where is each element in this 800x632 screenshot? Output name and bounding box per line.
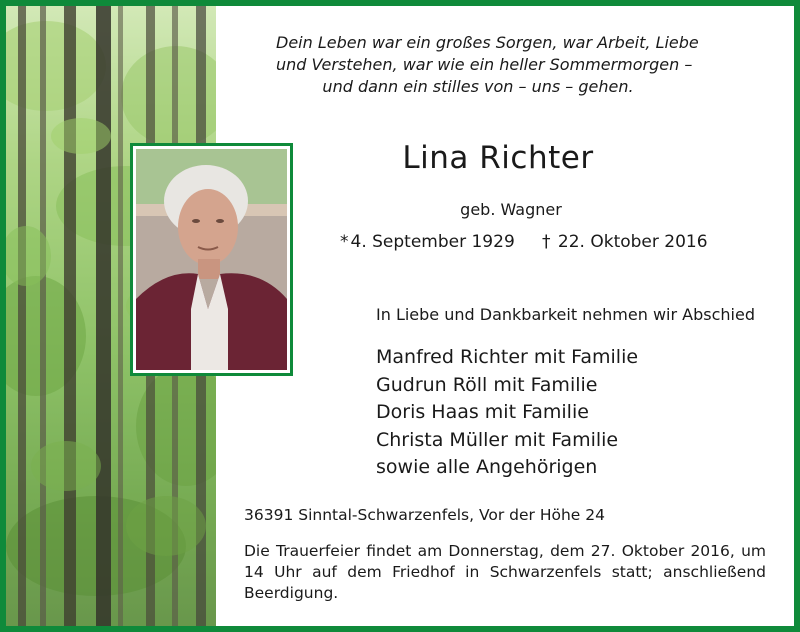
address: 36391 Sinntal-Schwarzenfels, Vor der Höhe 24	[244, 506, 605, 524]
maiden-name: geb. Wagner	[460, 200, 562, 219]
poem-line: und dann ein stilles von – uns – gehen.	[322, 77, 634, 96]
mourner-item: sowie alle Angehörigen	[376, 456, 598, 478]
farewell-text: In Liebe und Dankbarkeit nehmen wir Abschied	[376, 305, 755, 324]
mourner-item: Manfred Richter mit Familie	[376, 346, 639, 368]
poem-line: und Verstehen, war wie ein heller Sommermorgen –	[276, 55, 693, 74]
death-date: 22. Oktober 2016	[557, 232, 708, 252]
mourner-item: Christa Müller mit Familie	[376, 428, 619, 451]
poem-line: Dein Leben war ein großes Sorgen, war Arbeit, Liebe	[276, 33, 699, 52]
mourner-item: Gudrun Röll mit Familie	[376, 373, 598, 396]
birth-date: 4. September 1929	[350, 232, 515, 252]
cross-icon: †	[542, 232, 551, 252]
birth-date-group	[340, 232, 515, 252]
mourners-list	[376, 344, 786, 482]
death-date-group	[542, 232, 708, 252]
portrait-frame	[130, 143, 293, 376]
memorial-poem	[276, 32, 699, 98]
portrait-photo	[136, 149, 287, 370]
birth-symbol-icon: *	[340, 232, 349, 252]
funeral-notice: Die Trauerfeier findet am Donnerstag, dem 27. Oktober 2016, um 14 Uhr auf dem Friedhof in Schwarzenfels statt; anschließend Beerdigung.	[244, 542, 766, 602]
deceased-name: Lina Richter	[402, 140, 594, 176]
mourner-item: Doris Haas mit Familie	[376, 401, 589, 423]
